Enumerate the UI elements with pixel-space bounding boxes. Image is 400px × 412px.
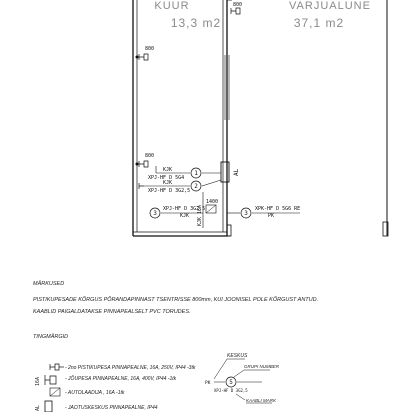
callout-number: 5 [229,379,233,386]
double-socket-symbol-icon [50,364,64,370]
socket-lower-height: 800 [145,153,155,159]
legend-item-1: - 2no PISTIKUPESA PINNAPEALNE, 16A, 250V, IP44 -3tk [65,365,196,371]
circuit-2-spec: XPJ-HF D 3G2,5 [148,188,191,194]
panel-al [221,162,240,182]
room-varjualune [289,0,371,30]
legend-section [33,333,280,412]
circuit-3-right-number: 3 [244,210,248,217]
legend-item-4: - JAOTUSKESKUS PINNAPEALNE, IP44 [65,405,158,411]
circuit-1-number: 1 [194,170,198,177]
legend-callout [205,353,280,403]
circuit-1 [148,166,221,181]
panel-symbol-icon [35,401,52,412]
notes-section [33,280,318,315]
circuit-1-spec: XPJ-HF D 5G4 [148,175,185,181]
door-socket-height: 1400 [206,199,219,205]
circuit-3-right-spec: XPK-HF D 5G6 RE [255,206,301,212]
notes-heading: MÄRKUSED [33,281,65,287]
circuit-2-number: 2 [194,183,198,190]
circuit-1-type: KJK [163,167,173,173]
legend-heading: TINGMÄRGID [33,334,69,340]
legend-item-2: - JÕUPESA PINNAPEALNE, 16A, 400V, IP44 -1tk [65,376,177,382]
legend-symbol-16a: 16A [35,376,41,386]
circuit-3-left-spec: XPJ-HF D 3G2,5 [163,206,206,212]
legend-item-3: - AUTOLAADIJA , 16A -1tk [65,390,125,396]
room-kuur [154,0,221,30]
circuit-2 [139,180,221,194]
panel-al-label: AL [233,168,240,176]
socket-upper-height: 800 [145,46,155,52]
socket-wall-lower [136,153,155,167]
building-walls [133,0,388,236]
socket-top [231,2,242,14]
socket-wall-upper [136,46,155,60]
callout-kaabli-mark: KAABLI MARK [246,398,277,403]
circuit-3-left-type: KJK [180,213,190,219]
power-socket-symbol-icon [35,375,56,386]
notes-line-1: PISTIKUPESADE KÕRGUS PÕRANDAPINNAST TSENTRISSE 800mm, KUI JOONISEL POLE KÕRGUST ANTUD. [33,297,319,303]
circuit-2-type: KJK [163,180,173,186]
charger-symbol-icon [50,388,60,396]
room-varjualune-name: VARJUALUNE [289,0,371,12]
circuit-3-right [227,206,300,219]
circuit-3-left-number: 3 [153,210,157,217]
callout-keskus: KESKUS [227,353,248,359]
room-varjualune-area: 37,1 m2 [293,16,345,30]
legend-symbol-al: AL [35,404,41,411]
room-kuur-name: KUUR [154,0,190,12]
callout-cable: XPJ-HF D 3G2,5 [214,388,248,393]
feeder-label: KJK 16A [197,204,203,226]
notes-line-2: KAABLID PAIGALDATAKSE PINNAPEALSELT PVC TORUDES. [33,309,191,315]
callout-grupi-number: GRUPI NUMBER [244,364,280,369]
callout-pk: PK [205,381,211,386]
room-kuur-area: 13,3 m2 [170,16,222,30]
circuit-3-right-type: PK [268,213,275,219]
socket-top-height: 800 [233,2,243,8]
